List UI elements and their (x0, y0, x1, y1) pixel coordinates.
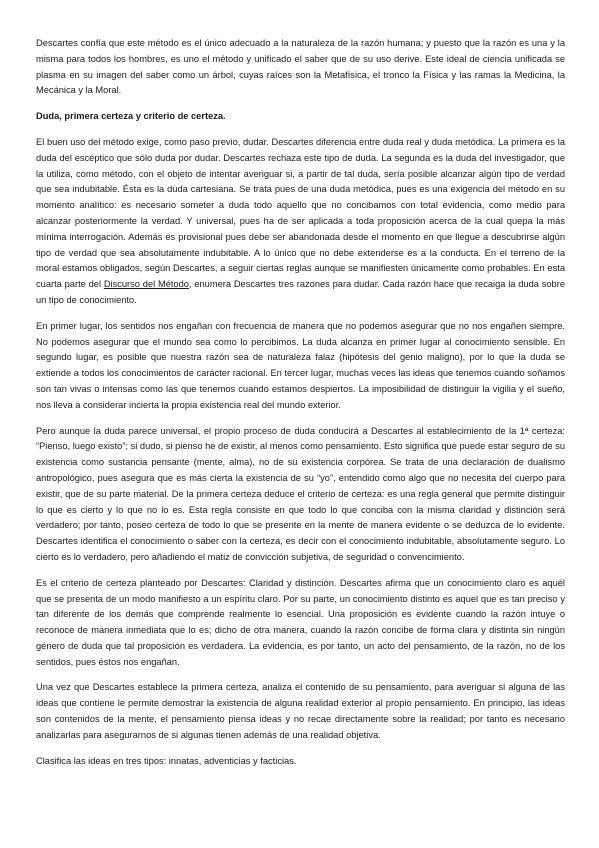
document-page (36, 36, 565, 779)
paragraph-idea-types: Clasifica las ideas en tres tipos: innatas, adventicias y facticias. (36, 755, 297, 766)
paragraph-methodic-doubt (36, 135, 565, 309)
paragraph-method-unity: Descartes confía que este método es el único adecuado a la naturaleza de la razón humana; y puesto que la razón es una y la misma para todos los hombres, es uno el método y unificado el saber que de su uso derive. Este ideal de ciencia unificada se plasma en su imagen del saber como un árbol, cuyas raíces son la Metafísica, el tronco la Física y las ramas la Medicina, la Mecánica y la Moral. (36, 38, 565, 96)
paragraph-text: El buen uso del método exige, como paso previo, dudar. Descartes diferencia entre duda real y duda metódica. La primera es la duda del escéptico que sólo duda por dudar. Descartes rechaza este tipo de duda. La segunda es la duda del investigador, que la utiliza, como método, con el objeto de intentar averiguar si, a partir de tal duda, sería posible alcanzar algún tipo de verdad que sea indubitable. Ésta es la duda cartesiana. Se trata pues de una duda metódica, pues es una exigencia del método en su momento analítico: es necesario someter a duda todo aquello que no concibamos con total evidencia, como medio para alcanzar posteriormente la verdad. Y universal, pues ha de ser aplicada a toda proposición acerca de la cual quepa la más mínima interrogación. Además es provisional pues debe ser abandonada desde el momento en que llegue a descubrirse algún tipo de verdad que sea absolutamente indubitable. A lo único que no debe extenderse es a la conducta. En el terreno de la moral estamos obligados, según Descartes, a seguir ciertas reglas aunque se manifiesten únicamente como probables. En esta cuarta parte del (36, 136, 565, 290)
section-heading: Duda, primera certeza y criterio de certeza. (36, 111, 226, 122)
paragraph-first-certainty: Pero aunque la duda parece universal, el propio proceso de duda conducirá a Descartes al establecimiento de la 1ª certeza: “Pienso, luego existo”; si dudo, si pienso he de existir, al menos como pensamiento. Esto significa que puede estar seguro de su existencia como sustancia pensante (mente, alma), no de su existencia corpórea. Se trata de una declaración de dualismo antropológico, pues asegura que es más cierta la existencia de su “yo”, entendido como algo que no necesita del cuerpo para existir, que de su parte material. De la primera certeza deduce el criterio de certeza: es una regla general que permite distinguir lo que es cierto y lo que no lo es. Esta regla consiste en que todo lo que conciba con la misma claridad y distinción será verdadero; por tanto, poseo certeza de todo lo que se presente en la mente de manera evidente o se deduzca de lo evidente. Descartes identifica el conocimiento o saber con la certeza, es decir con el conocimiento indubitable, absolutamente seguro. Lo cierto es lo verdadero, pero añadiendo el matiz de convicción subjetiva, de seguridad o convencimiento. (36, 425, 565, 562)
book-title-link: Discurso del Método (103, 279, 189, 290)
paragraph-criterion: Es el criterio de certeza planteado por Descartes: Claridad y distinción. Descartes afirma que un conocimiento claro es aquél que se presenta de un modo manifiesto a un espíritu claro. Por su parte, un conocimiento distinto es aquel que es tan preciso y tan diferente de los demás que comprende realmente lo esencial. Una proposición es evidente cuando la razón intuye o reconoce de manera inmediata que lo es; dicho de otra manera, cuando la razón concibe de forma clara y distinta sin ningún género de duda que tal proposición es verdadera. La evidencia, es por tanto, un acto del pensamiento, de la razón, no de los sentidos, pues éstos nos engañan. (36, 577, 565, 667)
paragraph-text: , enumera Descartes tres razones para dudar. Cada razón hace que recaiga la duda sobre un tipo de conocimiento. (36, 279, 565, 305)
paragraph-ideas-analysis: Una vez que Descartes establece la primera certeza, analiza el contenido de su pensamiento, para averiguar si alguna de las ideas que contiene le permite demostrar la existencia de alguna realidad exterior al propio pensamiento. En principio, las ideas son contenidos de la mente, el pensamiento piensa ideas y no recae directamente sobre la realidad; por tanto es necesario analizarlas para asegurarnos de si algunas tienen además de una realidad objetiva. (36, 682, 565, 740)
paragraph-reasons-for-doubt: En primer lugar, los sentidos nos engañan con frecuencia de manera que no podemos asegurar que no nos engañen siempre. No podemos asegurar que el mundo sea como lo percibimos. La duda alcanza en primer lugar al conocimiento sensible. En segundo lugar, es posible que nuestra razón sea de naturaleza falaz (hipótesis del genio maligno), por lo que la duda se extiende a todos los conocimientos de carácter racional. En tercer lugar, muchas veces las ideas que tenemos cuando soñamos son tan vivas o intensas como las que tenemos cuando estamos despiertos. La imposibilidad de distinguir la vigilia y el sueño, nos lleva a considerar incierta la propia existencia real del mundo exterior. (36, 320, 565, 410)
